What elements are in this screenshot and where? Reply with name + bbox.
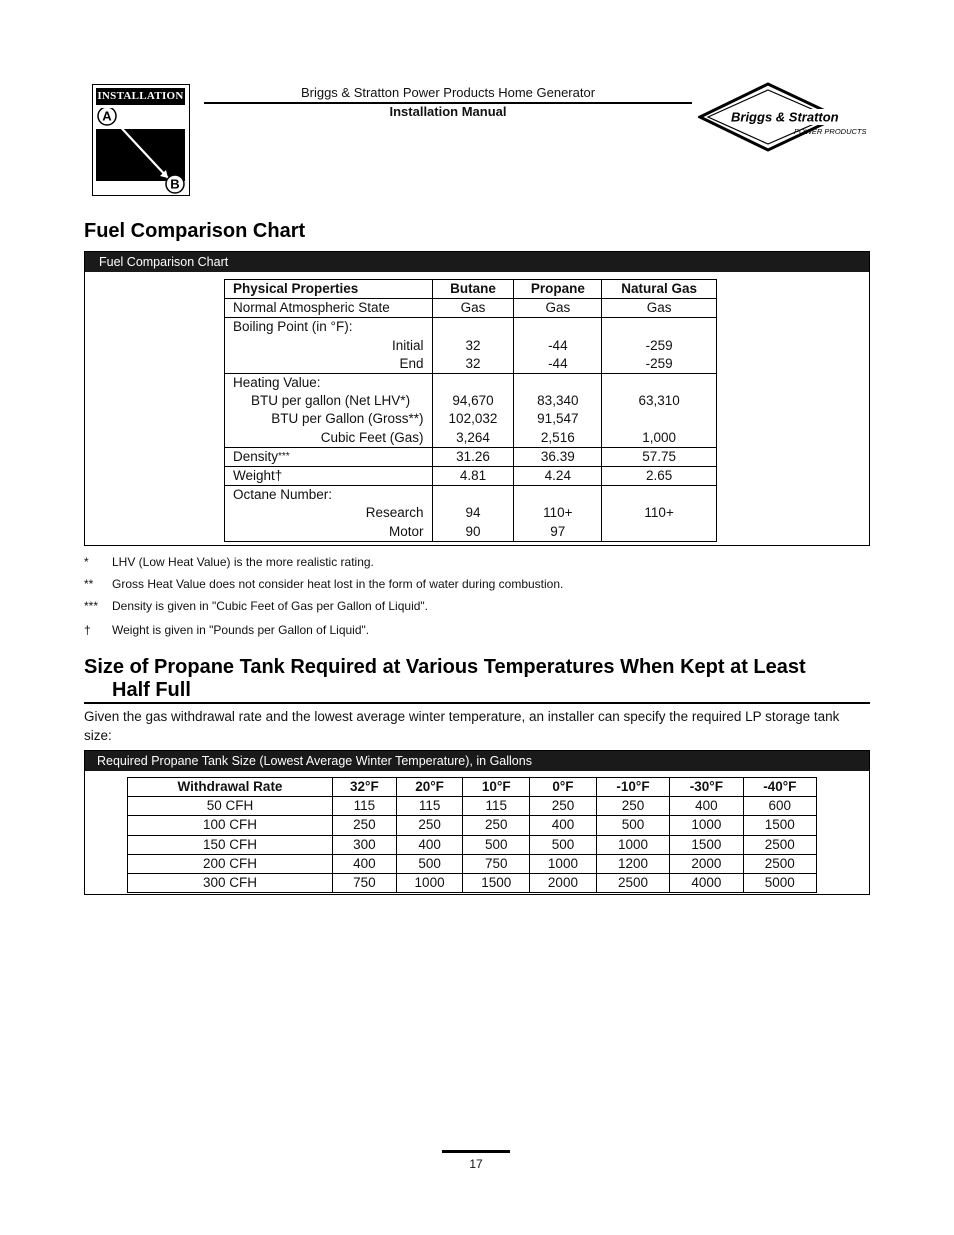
section-title-line: Half Full xyxy=(112,679,191,701)
cell: 63,310 xyxy=(638,393,680,409)
column-header: 20°F xyxy=(396,778,463,797)
fuel-comparison-panel-title: Fuel Comparison Chart xyxy=(85,252,869,272)
column-header: Withdrawal Rate xyxy=(128,778,333,797)
footnote-text: Weight is given in "Pounds per Gallon of Liquid". xyxy=(112,623,370,637)
cell: 97 xyxy=(550,523,566,539)
cell: 250 xyxy=(463,816,530,835)
cell: 102,032 xyxy=(448,411,498,427)
table-row xyxy=(128,874,817,893)
cell: 600 xyxy=(743,797,816,816)
cell: 750 xyxy=(333,874,397,893)
cell: 1500 xyxy=(743,816,816,835)
cell: 110+ xyxy=(543,505,573,521)
tank-size-panel-title: Required Propane Tank Size (Lowest Average Winter Temperature), in Gallons xyxy=(85,751,869,771)
cell: 5000 xyxy=(743,874,816,893)
tank-size-table xyxy=(127,777,817,893)
row-label-group xyxy=(225,486,433,542)
row-label: Boiling Point (in °F): xyxy=(233,319,353,335)
table-row xyxy=(225,447,717,466)
sub-label: BTU per gallon (Net LHV*) xyxy=(251,393,411,409)
cell: 94,670 xyxy=(452,393,494,409)
cell: 91,547 xyxy=(537,411,579,427)
sub-label: End xyxy=(399,355,424,371)
row-label: 150 CFH xyxy=(128,835,333,854)
row-label-group xyxy=(225,374,433,448)
table-row xyxy=(225,467,717,486)
cell: 2500 xyxy=(743,854,816,873)
cell: Gas xyxy=(514,299,602,318)
header-title: Briggs & Stratton Power Products Home Generator xyxy=(300,85,596,100)
row-label: Normal Atmospheric State xyxy=(225,299,433,318)
a-to-b-diagram-icon xyxy=(96,108,185,194)
page-number: 17 xyxy=(469,1157,483,1171)
installation-logo xyxy=(92,84,190,196)
table-row xyxy=(225,374,717,448)
table-row xyxy=(128,797,817,816)
cell: 32 xyxy=(465,337,481,353)
cell: 250 xyxy=(333,816,397,835)
cell: 4.24 xyxy=(514,467,602,486)
point-a-label: A xyxy=(102,108,112,124)
column-header: Physical Properties xyxy=(225,280,433,299)
cell: 4.81 xyxy=(432,467,514,486)
sub-label: Motor xyxy=(389,523,424,539)
table-row xyxy=(128,816,817,835)
table-header-row xyxy=(225,280,717,299)
cell: 500 xyxy=(463,835,530,854)
cell: 400 xyxy=(670,797,743,816)
footnote-text: LHV (Low Heat Value) is the more realistic rating. xyxy=(112,555,374,569)
cell: 1,000 xyxy=(642,429,677,445)
cell xyxy=(602,410,716,428)
sub-label: Cubic Feet (Gas) xyxy=(320,429,424,445)
table-row xyxy=(128,854,817,873)
briggs-stratton-logo xyxy=(698,82,870,152)
row-label: Octane Number: xyxy=(233,487,333,503)
cell: 2500 xyxy=(743,835,816,854)
cell: 2,516 xyxy=(540,429,575,445)
sub-label: Research xyxy=(365,505,424,521)
cell: 2000 xyxy=(530,874,597,893)
cell: 1000 xyxy=(670,816,743,835)
cell: 57.75 xyxy=(602,447,717,466)
cell: 250 xyxy=(530,797,597,816)
cell: 400 xyxy=(333,854,397,873)
cell: 1500 xyxy=(463,874,530,893)
cell: 2.65 xyxy=(602,467,717,486)
footnote-text: Gross Heat Value does not consider heat lost in the form of water during combustion. xyxy=(112,577,564,591)
cell: 250 xyxy=(396,816,463,835)
cell: 400 xyxy=(396,835,463,854)
footnote-mark: * xyxy=(84,555,89,569)
footnote-mark: ** xyxy=(84,577,94,591)
cell: 36.39 xyxy=(514,447,602,466)
column-header: Propane xyxy=(514,280,602,299)
row-label: Heating Value: xyxy=(233,375,321,391)
cell: 115 xyxy=(463,797,530,816)
cell: 750 xyxy=(463,854,530,873)
cell: 3,264 xyxy=(456,429,490,445)
footnote-mark: *** xyxy=(84,599,99,613)
cell-group xyxy=(432,318,514,374)
cell: -44 xyxy=(548,337,568,353)
column-header: -30°F xyxy=(670,778,743,797)
section-title-line: Size of Propane Tank Required at Various Temperatures When Kept at Least xyxy=(84,656,806,678)
cell: 1200 xyxy=(596,854,669,873)
cell: 31.26 xyxy=(432,447,514,466)
cell: 115 xyxy=(333,797,397,816)
cell: -44 xyxy=(548,355,568,371)
brand-name: Briggs & Stratton xyxy=(731,109,839,125)
row-label: 200 CFH xyxy=(128,854,333,873)
cell: 1000 xyxy=(596,835,669,854)
cell-group xyxy=(602,374,717,448)
column-header: 10°F xyxy=(463,778,530,797)
column-header: -10°F xyxy=(596,778,669,797)
column-header: 32°F xyxy=(333,778,397,797)
cell: 32 xyxy=(465,355,481,371)
cell: 2500 xyxy=(596,874,669,893)
cell: 4000 xyxy=(670,874,743,893)
column-header: -40°F xyxy=(743,778,816,797)
section-title-fuel-comparison: Fuel Comparison Chart xyxy=(84,220,306,242)
cell: Gas xyxy=(602,299,717,318)
cell: 500 xyxy=(596,816,669,835)
sub-label: Initial xyxy=(392,337,424,353)
cell: Gas xyxy=(432,299,514,318)
section-intro: Given the gas withdrawal rate and the lowest average winter temperature, an installer can specify the required LP storage tank size: xyxy=(84,709,840,743)
cell: 2000 xyxy=(670,854,743,873)
point-b-label: B xyxy=(170,176,180,192)
footnote-mark: † xyxy=(84,623,91,637)
page-number-rule xyxy=(442,1150,510,1153)
tank-size-panel xyxy=(84,750,870,895)
header-subtitle: Installation Manual xyxy=(389,104,507,119)
sub-label: BTU per Gallon (Gross**) xyxy=(271,411,424,427)
cell-group xyxy=(514,374,602,448)
table-row xyxy=(225,486,717,542)
cell-group xyxy=(432,486,514,542)
column-header: 0°F xyxy=(530,778,597,797)
cell: 83,340 xyxy=(537,393,579,409)
cell xyxy=(602,523,716,541)
row-label: 50 CFH xyxy=(128,797,333,816)
cell: -259 xyxy=(645,355,673,371)
cell-group xyxy=(432,374,514,448)
cell: -259 xyxy=(645,337,673,353)
cell: 94 xyxy=(465,505,481,521)
cell: 400 xyxy=(530,816,597,835)
cell: 115 xyxy=(396,797,463,816)
cell: 110+ xyxy=(644,505,674,521)
cell-group xyxy=(514,318,602,374)
section-title-propane-tank-size xyxy=(84,656,874,702)
row-label-group xyxy=(225,318,433,374)
footnote-mark: *** xyxy=(278,450,290,462)
brand-subtitle: POWER PRODUCTS xyxy=(794,127,867,136)
row-label: Weight† xyxy=(225,467,433,486)
cell-group xyxy=(514,486,602,542)
row-label: 300 CFH xyxy=(128,874,333,893)
cell: 250 xyxy=(596,797,669,816)
column-header: Natural Gas xyxy=(602,280,717,299)
cell: 300 xyxy=(333,835,397,854)
footnote-text: Density is given in "Cubic Feet of Gas per Gallon of Liquid". xyxy=(112,599,429,613)
installation-logo-label: INSTALLATION xyxy=(96,88,185,105)
row-label: Density xyxy=(233,448,279,464)
table-row xyxy=(128,835,817,854)
column-header: Butane xyxy=(432,280,514,299)
table-header-row xyxy=(128,778,817,797)
row-label-group xyxy=(225,447,433,466)
cell: 1000 xyxy=(396,874,463,893)
cell: 500 xyxy=(530,835,597,854)
cell: 90 xyxy=(465,523,481,539)
section-rule xyxy=(84,702,870,704)
table-row xyxy=(225,318,717,374)
row-label: 100 CFH xyxy=(128,816,333,835)
cell-group xyxy=(602,318,717,374)
cell: 1000 xyxy=(530,854,597,873)
table-row xyxy=(225,299,717,318)
cell: 500 xyxy=(396,854,463,873)
cell: 1500 xyxy=(670,835,743,854)
cell-group xyxy=(602,486,717,542)
fuel-comparison-table xyxy=(224,279,717,542)
fuel-comparison-panel xyxy=(84,251,870,546)
